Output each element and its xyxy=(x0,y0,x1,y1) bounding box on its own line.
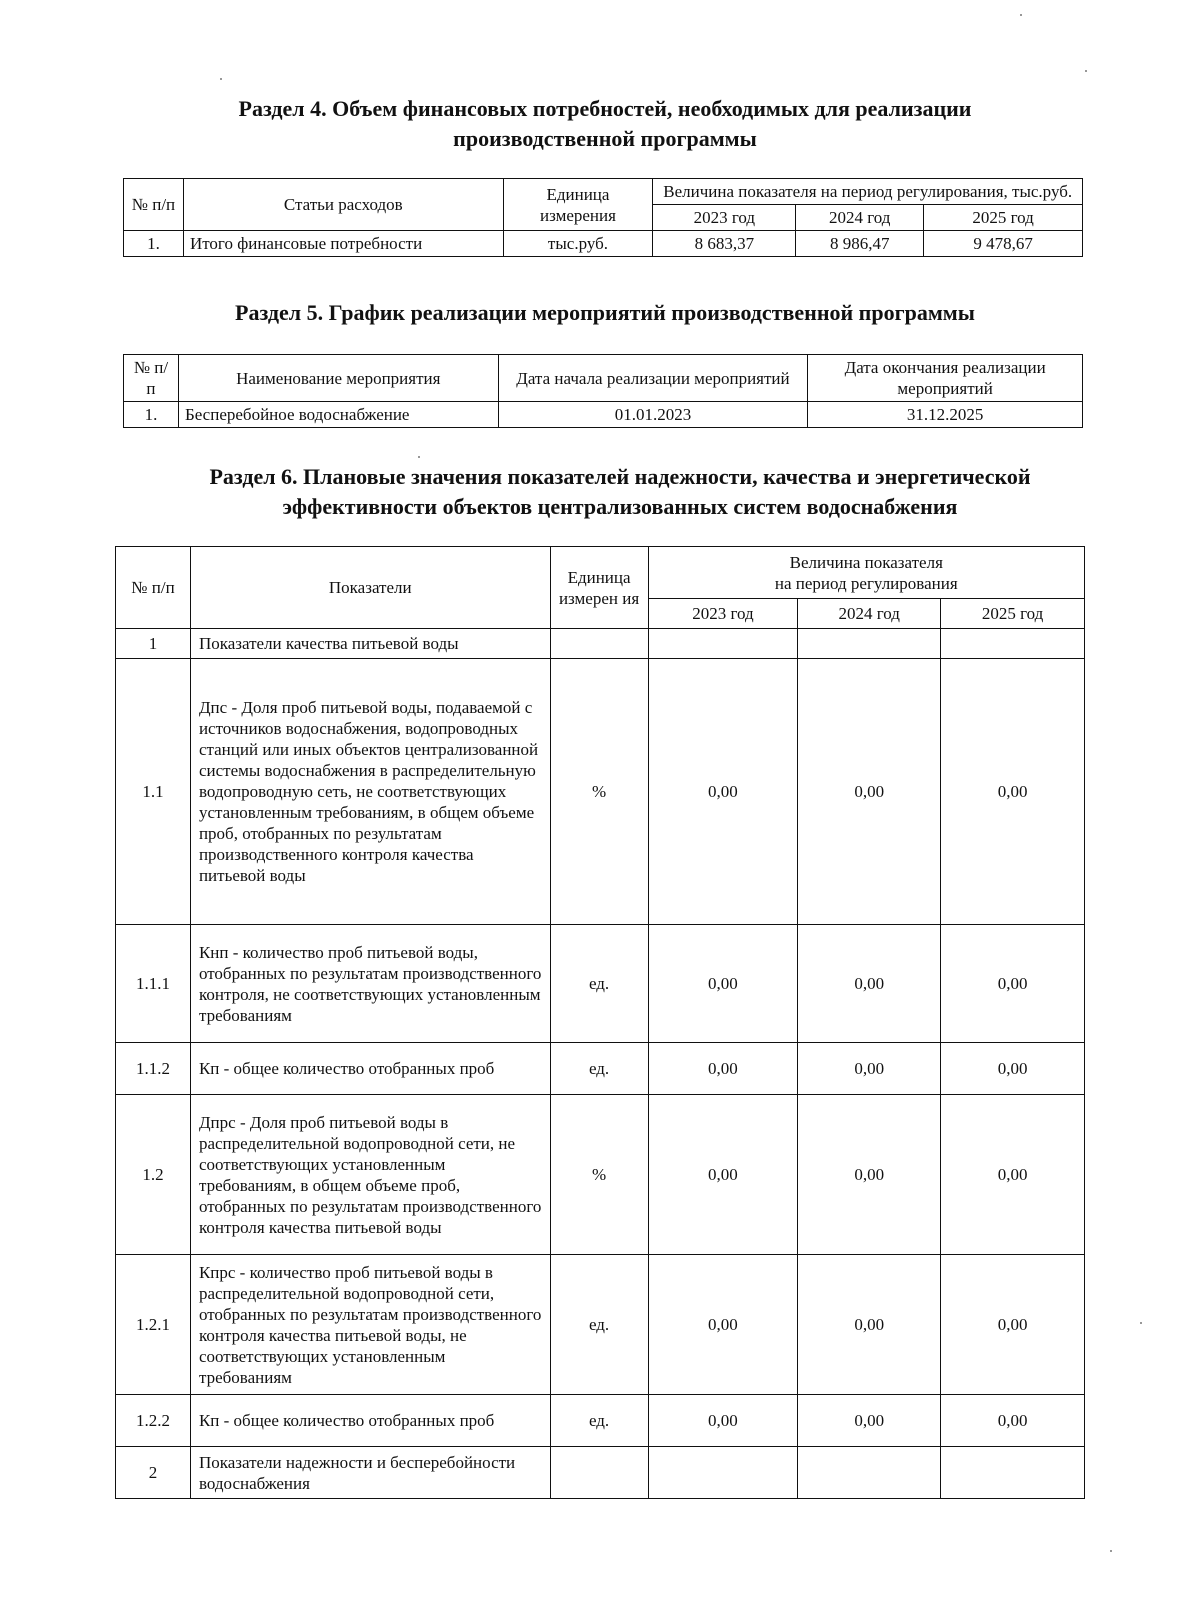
scan-speck xyxy=(1140,1322,1142,1324)
section6-header-value xyxy=(648,547,1084,599)
table-row xyxy=(116,925,1085,1043)
row-num: 1.2 xyxy=(116,1095,191,1255)
scan-speck xyxy=(1085,70,1087,72)
scan-speck xyxy=(1110,1550,1112,1552)
section6-header-2025: 2025 год xyxy=(941,599,1085,629)
row-value-2025: 0,00 xyxy=(941,1255,1085,1395)
row-indicator: Кпрс - количество проб питьевой воды в распределительной водопроводной сети, отобранных по результатам производственного контроля качества питьевой воды, не соответствующих установленным требованиям xyxy=(190,1255,550,1395)
section6-title xyxy=(130,462,1110,522)
section5-header-num: № п/п xyxy=(124,355,179,402)
row-indicator: Кп - общее количество отобранных проб xyxy=(190,1395,550,1447)
row-value-2023: 8 683,37 xyxy=(653,231,796,257)
row-num: 1. xyxy=(124,231,184,257)
row-value-2024: 8 986,47 xyxy=(796,231,924,257)
section4-title xyxy=(150,94,1060,154)
table-row xyxy=(116,1255,1085,1395)
row-unit: ед. xyxy=(550,925,648,1043)
row-indicator: Дпс - Доля проб питьевой воды, подаваемой с источников водоснабжения, водопроводных станций или иных объектов централизованной системы водоснабжения в распределительную водопроводную сеть, не соответствующих установленным требованиям, в общем объеме проб, отобранных по результатам производственного контроля качества питьевой воды xyxy=(190,659,550,925)
row-num: 2 xyxy=(116,1447,191,1499)
row-item: Итого финансовые потребности xyxy=(183,231,503,257)
row-num: 1.2.2 xyxy=(116,1395,191,1447)
row-value-2024: 0,00 xyxy=(798,659,941,925)
row-indicator: Кп - общее количество отобранных проб xyxy=(190,1043,550,1095)
table-row xyxy=(116,1043,1085,1095)
section6-title-line1: Раздел 6. Плановые значения показателей надежности, качества и энергетической xyxy=(209,464,1031,489)
row-value-2023: 0,00 xyxy=(648,1043,798,1095)
section5-header-end: Дата окончания реализации мероприятий xyxy=(808,355,1083,402)
section6-indicators-table xyxy=(115,546,1085,1499)
row-value-2024: 0,00 xyxy=(798,1255,941,1395)
row-value-2025 xyxy=(941,629,1085,659)
row-end-date: 31.12.2025 xyxy=(808,402,1083,428)
row-unit: % xyxy=(550,659,648,925)
table-row xyxy=(124,231,1083,257)
row-unit: ед. xyxy=(550,1043,648,1095)
section6-header-value-line2: на период регулирования xyxy=(774,573,958,593)
row-value-2023 xyxy=(648,629,798,659)
row-unit: тыс.руб. xyxy=(503,231,653,257)
row-value-2024: 0,00 xyxy=(798,1095,941,1255)
row-unit: ед. xyxy=(550,1395,648,1447)
section6-header-num: № п/п xyxy=(116,547,191,629)
row-value-2025 xyxy=(941,1447,1085,1499)
row-value-2023: 0,00 xyxy=(648,925,798,1043)
row-value-2023: 0,00 xyxy=(648,1395,798,1447)
table-row xyxy=(116,1447,1085,1499)
scan-speck xyxy=(220,78,222,80)
row-value-2024 xyxy=(798,1447,941,1499)
scan-speck xyxy=(1020,14,1022,16)
row-value-2025: 9 478,67 xyxy=(924,231,1083,257)
row-value-2025: 0,00 xyxy=(941,1095,1085,1255)
row-num: 1 xyxy=(116,629,191,659)
row-unit xyxy=(550,629,648,659)
row-unit: % xyxy=(550,1095,648,1255)
row-num: 1.1.1 xyxy=(116,925,191,1043)
row-unit: ед. xyxy=(550,1255,648,1395)
section5-header-name: Наименование мероприятия xyxy=(178,355,498,402)
section6-header-unit: Единица измерен ия xyxy=(550,547,648,629)
row-indicator: Показатели качества питьевой воды xyxy=(190,629,550,659)
row-value-2023 xyxy=(648,1447,798,1499)
row-num: 1.1.2 xyxy=(116,1043,191,1095)
section6-header-2024: 2024 год xyxy=(798,599,941,629)
section6-header-2023: 2023 год xyxy=(648,599,798,629)
section4-header-2025: 2025 год xyxy=(924,205,1083,231)
row-value-2024: 0,00 xyxy=(798,925,941,1043)
row-value-2023: 0,00 xyxy=(648,1095,798,1255)
row-indicator: Дпрс - Доля проб питьевой воды в распределительной водопроводной сети, не соответствующих установленным требованиям, в общем объеме проб, отобранных по результатам производственного контроля качества питьевой воды xyxy=(190,1095,550,1255)
section4-header-value: Величина показателя на период регулирования, тыс.руб. xyxy=(653,179,1083,205)
row-value-2024: 0,00 xyxy=(798,1395,941,1447)
section4-header-2024: 2024 год xyxy=(796,205,924,231)
row-value-2024: 0,00 xyxy=(798,1043,941,1095)
row-value-2023: 0,00 xyxy=(648,659,798,925)
row-value-2025: 0,00 xyxy=(941,925,1085,1043)
row-value-2025: 0,00 xyxy=(941,659,1085,925)
section5-schedule-table xyxy=(123,354,1083,428)
section6-header-value-line1: Величина показателя xyxy=(789,552,943,572)
section5-title: Раздел 5. График реализации мероприятий производственной программы xyxy=(235,300,975,325)
table-row xyxy=(116,1395,1085,1447)
section4-header-2023: 2023 год xyxy=(653,205,796,231)
section4-title-line2: производственной программы xyxy=(453,126,757,151)
row-start-date: 01.01.2023 xyxy=(498,402,808,428)
table-row xyxy=(124,402,1083,428)
table-row xyxy=(116,659,1085,925)
row-indicator: Показатели надежности и бесперебойности водоснабжения xyxy=(190,1447,550,1499)
row-value-2025: 0,00 xyxy=(941,1043,1085,1095)
row-indicator: Кнп - количество проб питьевой воды, отобранных по результатам производственного контроля, не соответствующих установленным требованиям xyxy=(190,925,550,1043)
row-num: 1.2.1 xyxy=(116,1255,191,1395)
section6-header-indicator: Показатели xyxy=(190,547,550,629)
table-row xyxy=(116,1095,1085,1255)
row-num: 1. xyxy=(124,402,179,428)
row-name: Бесперебойное водоснабжение xyxy=(178,402,498,428)
section4-header-unit: Единица измерения xyxy=(503,179,653,231)
table-row xyxy=(116,629,1085,659)
section6-title-line2: эффективности объектов централизованных систем водоснабжения xyxy=(282,494,958,519)
row-value-2025: 0,00 xyxy=(941,1395,1085,1447)
section4-header-num: № п/п xyxy=(124,179,184,231)
row-value-2024 xyxy=(798,629,941,659)
row-value-2023: 0,00 xyxy=(648,1255,798,1395)
scan-speck xyxy=(418,456,420,458)
row-unit xyxy=(550,1447,648,1499)
row-num: 1.1 xyxy=(116,659,191,925)
section4-header-item: Статьи расходов xyxy=(183,179,503,231)
section4-title-line1: Раздел 4. Объем финансовых потребностей, необходимых для реализации xyxy=(238,96,972,121)
section5-header-start: Дата начала реализации мероприятий xyxy=(498,355,808,402)
section4-finance-table xyxy=(123,178,1083,257)
